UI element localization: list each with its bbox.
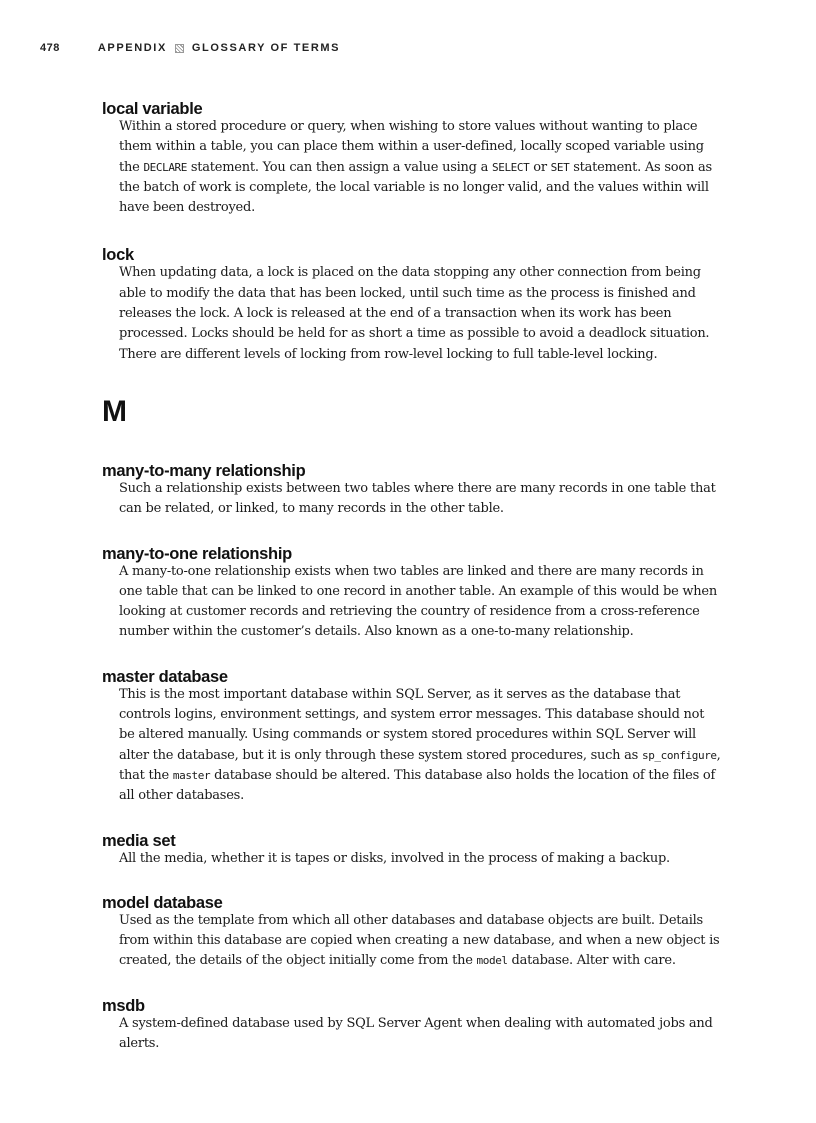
glossary-entry	[102, 245, 722, 364]
header-separator-icon	[175, 44, 184, 53]
glossary-entry	[102, 996, 722, 1055]
glossary-definition: A system-defined database used by SQL Server Agent when dealing with automated jobs and alerts.	[119, 1015, 713, 1052]
inline-code: DECLARE	[143, 160, 187, 174]
glossary-term: model database	[102, 893, 223, 912]
glossary-entry	[102, 544, 722, 643]
glossary-term: many-to-one relationship	[102, 544, 292, 563]
glossary-term: local variable	[102, 100, 203, 118]
glossary-definition: When updating data, a lock is placed on the data stopping any other connection from being able to modify the data that has been locked, until such time as the process is finished and releases the lock. A lock is released at the end of a transaction when its work has been processed. Locks should be held for as short a time as possible to avoid a deadlock situation. There are different levels of locking from row-level locking to full table-level locking.	[119, 265, 710, 362]
page-number: 478	[40, 42, 60, 54]
glossary-definition: Used as the template from which all other databases and database objects are built. Details from within this database are copied when creating a new database, and when a new object is created, the details of the object initially come from the model database. Alter with care.	[119, 912, 720, 969]
glossary-entry	[102, 461, 722, 520]
glossary-content	[102, 99, 722, 1054]
glossary-definition: This is the most important database within SQL Server, as it serves as the database that controls logins, environment settings, and system error messages. This database should not be altered manually. Using commands or system stored procedures within SQL Server will alter the database, but it is only through these system stored procedures, such as sp_configure, that the master database should be altered. This database also holds the location of the files of all other databases.	[119, 686, 721, 804]
glossary-term: media set	[102, 831, 176, 850]
glossary-term: many-to-many relationship	[102, 461, 306, 480]
inline-code: master	[172, 768, 211, 782]
glossary-entry	[102, 99, 722, 218]
glossary-entry	[102, 667, 722, 807]
glossary-term: master database	[102, 667, 228, 686]
running-header	[40, 42, 340, 54]
glossary-entry	[102, 893, 722, 972]
glossary-definition: Within a stored procedure or query, when wishing to store values without wanting to place them within a table, you can place them within a user-defined, locally scoped variable using the DECLARE statement. You can then assign a value using a SELECT or SET statement. As soon as the batch of work is complete, the local variable is no longer valid, and the values within will have been destroyed.	[119, 119, 712, 216]
chapter-title: GLOSSARY OF TERMS	[191, 42, 341, 54]
glossary-term: lock	[102, 246, 134, 265]
inline-code: model	[476, 954, 508, 968]
section-label: APPENDIX	[97, 42, 167, 54]
glossary-definition: All the media, whether it is tapes or disks, involved in the process of making a backup.	[119, 850, 670, 866]
glossary-entry	[102, 831, 722, 869]
inline-code: sp_configure	[641, 748, 717, 762]
inline-code: SET	[550, 160, 570, 174]
glossary-definition: A many-to-one relationship exists when two tables are linked and there are many records in one table that can be linked to one record in another table. An example of this would be when looking at customer records and retrieving the country of residence from a cross-reference number within the customer’s details. Also known as a one-to-many relationship.	[119, 563, 717, 640]
section-letter-heading: M	[102, 394, 127, 428]
glossary-definition: Such a relationship exists between two tables where there are many records in one table that can be related, or linked, to many records in the other table.	[119, 480, 716, 517]
glossary-term: msdb	[102, 996, 145, 1015]
inline-code: SELECT	[492, 160, 530, 174]
